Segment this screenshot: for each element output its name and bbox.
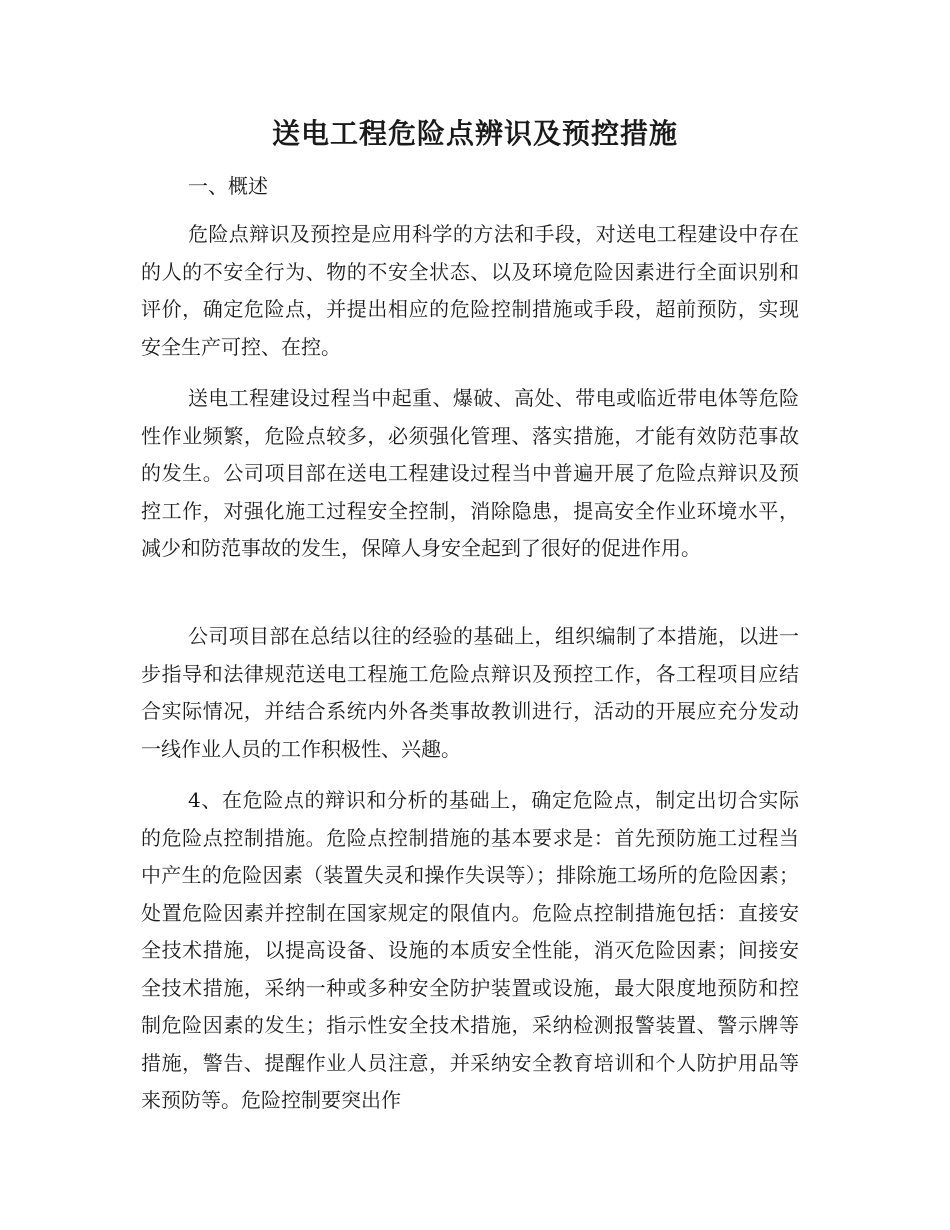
paragraph-4: 4、在危险点的辩识和分析的基础上，确定危险点，制定出切合实际的危险点控制措施。危险点控制措施的基本要求是：首先预防施工过程当中产生的危险因素（装置失灵和操作失误等）；排除施工场所的危险因素；处置危险因素并控制在国家规定的限值内。危险点控制措施包括：直接安全技术措施，以提高设备、设施的本质安全性能，消灭危险因素；间接安全技术措施，采纳一种或多种安全防护装置或设施，最大限度地预防和控制危险因素的发生；指示性安全技术措施，采纳检测报警装置、警示牌等措施，警告、提醒作业人员注意，并采纳安全教育培训和个人防护用品等来预防等。危险控制要突出作	[141, 788, 799, 1112]
section-heading: 一、概述	[188, 174, 268, 198]
paragraph-3: 公司项目部在总结以往的经验的基础上，组织编制了本措施，以进一步指导和法律规范送电工程施工危险点辩识及预控工作，各工程项目应结合实际情况，并结合系统内外各类事故教训进行，活动的开展应充分发动一线作业人员的工作积极性、兴趣。	[141, 624, 799, 761]
paragraph-2: 送电工程建设过程当中起重、爆破、高处、带电或临近带电体等危险性作业频繁，危险点较多，必须强化管理、落实措施，才能有效防范事故的发生。公司项目部在送电工程建设过程当中普遍开展了危险点辩识及预控工作，对强化施工过程安全控制，消除隐患，提高安全作业环境水平，减少和防范事故的发生，保障人身安全起到了很好的促进作用。	[141, 386, 799, 560]
paragraph-1: 危险点辩识及预控是应用科学的方法和手段，对送电工程建设中存在的人的不安全行为、物的不安全状态、以及环境危险因素进行全面识别和评价，确定危险点，并提出相应的危险控制措施或手段，超前预防，实现安全生产可控、在控。	[141, 222, 799, 359]
document-title: 送电工程危险点辨识及预控措施	[271, 117, 678, 150]
